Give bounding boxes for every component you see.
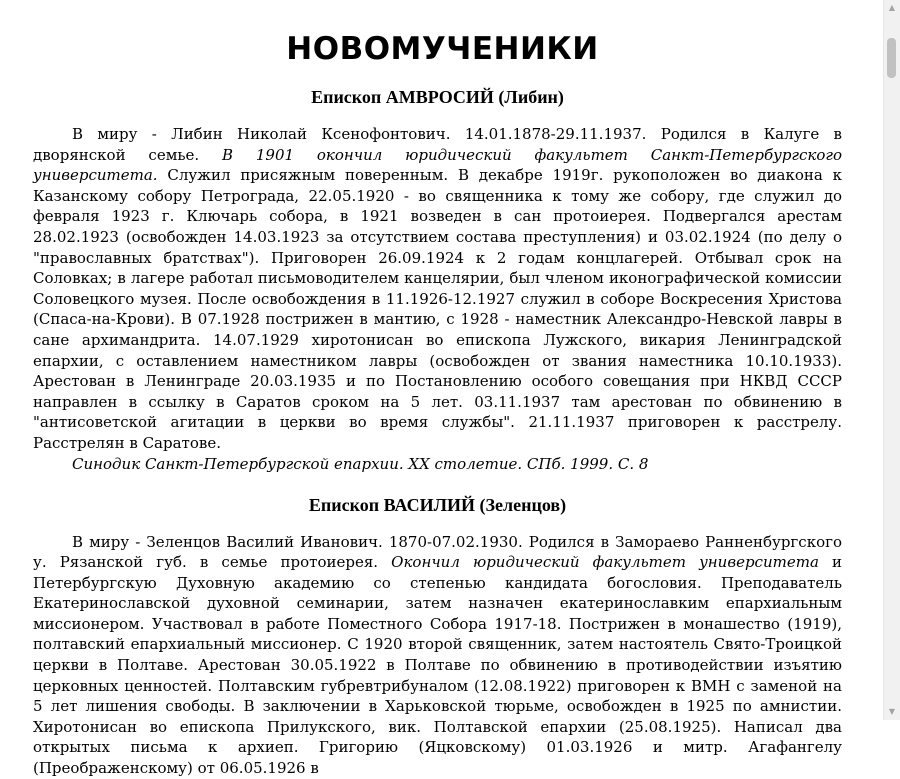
body-text: Служил присяжным поверенным. В декабре 1919г. рукоположен во диакона к Казанскому собору Петрограда, 22.05.1920 - во священника к тому же собору, где служил до февраля 1923 г. Ключарь собора, в 1921 возведен в сан протоиерея. Подвергался арестам 28.02.1923 (освобожден 14.03.1923 за отсутствием состава преступления) и 03.02.1924 (по делу о "православных братствах"). Приговорен 26.09.1924 к 2 годам концлагерей. Отбывал срок на Соловках; в лагере работал письмоводителем канцелярии, был членом иконографической комиссии Соловецкого музея. После освобождения в 11.1926-12.1927 служил в соборе Воскресения Христова (Спаса-на-Крови). В 07.1928 пострижен в мантию, с 1928 - наместник Александро-Невской лавры в сане архимандрита. 14.07.1929 хиротонисан во епископа Лужского, викария Ленинградской епархии, с оставлением наместником лавры (освобожден от звания наместника 10.10.1933). Арестован в Ленинграде 20.03.1935 и по Постановлению особого совещания при НКВД СССР направлен в ссылку в Саратов сроком на 5 лет. 03.11.1937 там арестован по обвинению в "антисоветской агитации в церкви во время службы". 21.11.1937 приговорен к расстрелу. Расстрелян в Саратове. — [33, 166, 842, 452]
scroll-up-icon[interactable]: ▲ — [888, 3, 896, 12]
scroll-thumb[interactable] — [887, 38, 896, 78]
entry-body — [33, 532, 842, 779]
body-text: и Петербургскую Духовную академию со степенью кандидата богословия. Преподаватель Екатеринославской духовной семинарии, затем назначен екатеринославким епархиальным миссионером. Участвовал в работе Поместного Собора 1917-18. Пострижен в монашество (1919), полтавский епархиальный миссионер. С 1920 второй священник, затем настоятель Свято-Троицкой церкви в Полтаве. Арестован 30.05.1922 в Полтаве по обвинению в противодействии изъятию церковных ценностей. Полтавским губревтрибуналом (12.08.1922) приговорен к ВМН с заменой на 5 лет лишения свободы. В заключении в Харьковской тюрьме, освобожден в 1925 по амнистии. Хиротонисан во епископа Прилукского, вик. Полтавской епархии (25.08.1925). Написал два открытых письма к архиеп. Григорию (Яцковскому) 01.03.1926 и митр. Агафангелу (Преображенскому) от 06.05.1926 в — [33, 553, 842, 778]
body-text: В миру - Либин Николай Ксенофонтович. 14.01.1878-29.11.1937. Родился в Калуге в дворянской семье. — [33, 125, 842, 164]
entry-heading: Епископ ВАСИЛИЙ (Зеленцов) — [308, 494, 567, 515]
entry-body — [33, 124, 842, 454]
body-italic-text: Окончил юридический факультет университета — [391, 553, 819, 572]
document-content — [33, 28, 842, 779]
body-italic-text: В 1901 окончил юридический факультет Санкт-Петербургского университета. — [33, 145, 842, 185]
entry-source: Синодик Санкт-Петербургской епархии. XX столетие. СПб. 1999. С. 8 — [72, 454, 649, 473]
page-title: НОВОМУЧЕНИКИ — [286, 31, 599, 67]
body-text: В миру - Зеленцов Василий Иванович. 1870-07.02.1930. Родился в Замораево Ранненбургского у. Рязанской губ. в семье протоиерея. — [33, 532, 842, 572]
vertical-scrollbar[interactable] — [883, 0, 900, 720]
entry-heading: Епископ АМВРОСИЙ (Либин) — [311, 87, 564, 107]
scroll-down-icon[interactable]: ▼ — [888, 707, 896, 716]
